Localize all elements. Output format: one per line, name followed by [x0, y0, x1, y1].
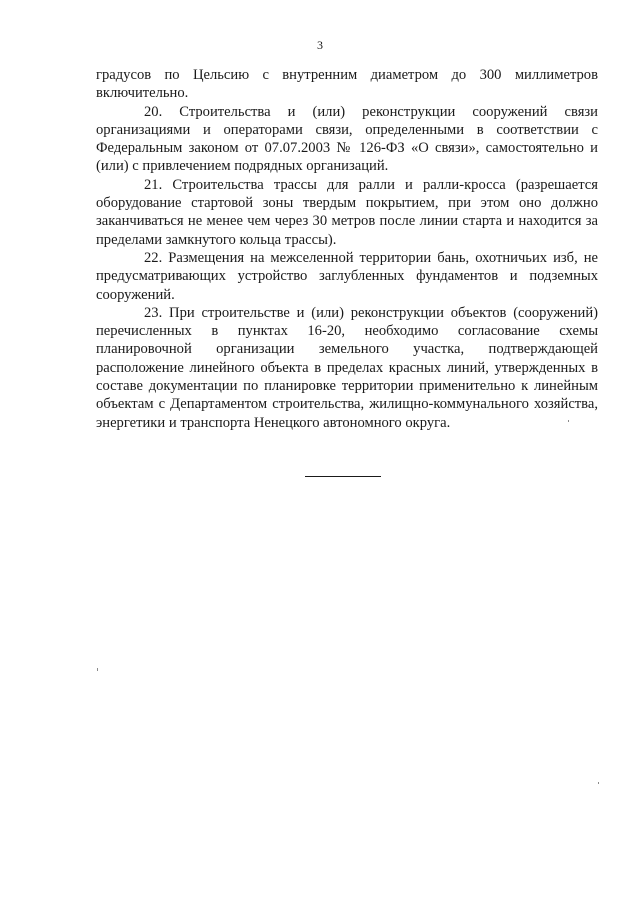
paragraph-item-20: 20. Строительства и (или) реконструкции сооружений связи организациями и операторами связи, определенными в соответствии с Федеральным законом от 07.07.2003 № 126-ФЗ «О связи», самостоятельно и (или) с привлечением подрядных организаций. [96, 103, 598, 175]
scan-speck [568, 420, 569, 422]
paragraph-item-21: 21. Строительства трассы для ралли и ралли-кросса (разрешается оборудование стартовой зоны твердым покрытием, при этом оно должно заканчиваться не менее чем через 30 метров после линии старта и находится за пределами замкнутого кольца трассы). [96, 176, 598, 248]
scan-speck [598, 782, 599, 784]
end-separator-line [305, 476, 381, 477]
paragraph-continuation: градусов по Цельсию с внутренним диаметром до 300 миллиметров включительно. [96, 67, 598, 102]
page-number: 3 [317, 38, 323, 52]
document-body [96, 66, 598, 432]
scan-speck [97, 668, 98, 671]
paragraph-item-22: 22. Размещения на межселенной территории бань, охотничьих изб, не предусматривающих устройство заглубленных фундаментов и подземных сооружений. [96, 249, 598, 303]
paragraph-item-23: 23. При строительстве и (или) реконструкции объектов (сооружений) перечисленных в пунктах 16-20, необходимо согласование схемы планировочной организации земельного участка, подтверждающей расположение линейного объекта в пределах красных линий, утвержденных в составе документации по планировке территории применительно к линейным объектам с Департаментом строительства, жилищно-коммунального хозяйства, энергетики и транспорта Ненецкого автономного округа. [96, 304, 598, 431]
